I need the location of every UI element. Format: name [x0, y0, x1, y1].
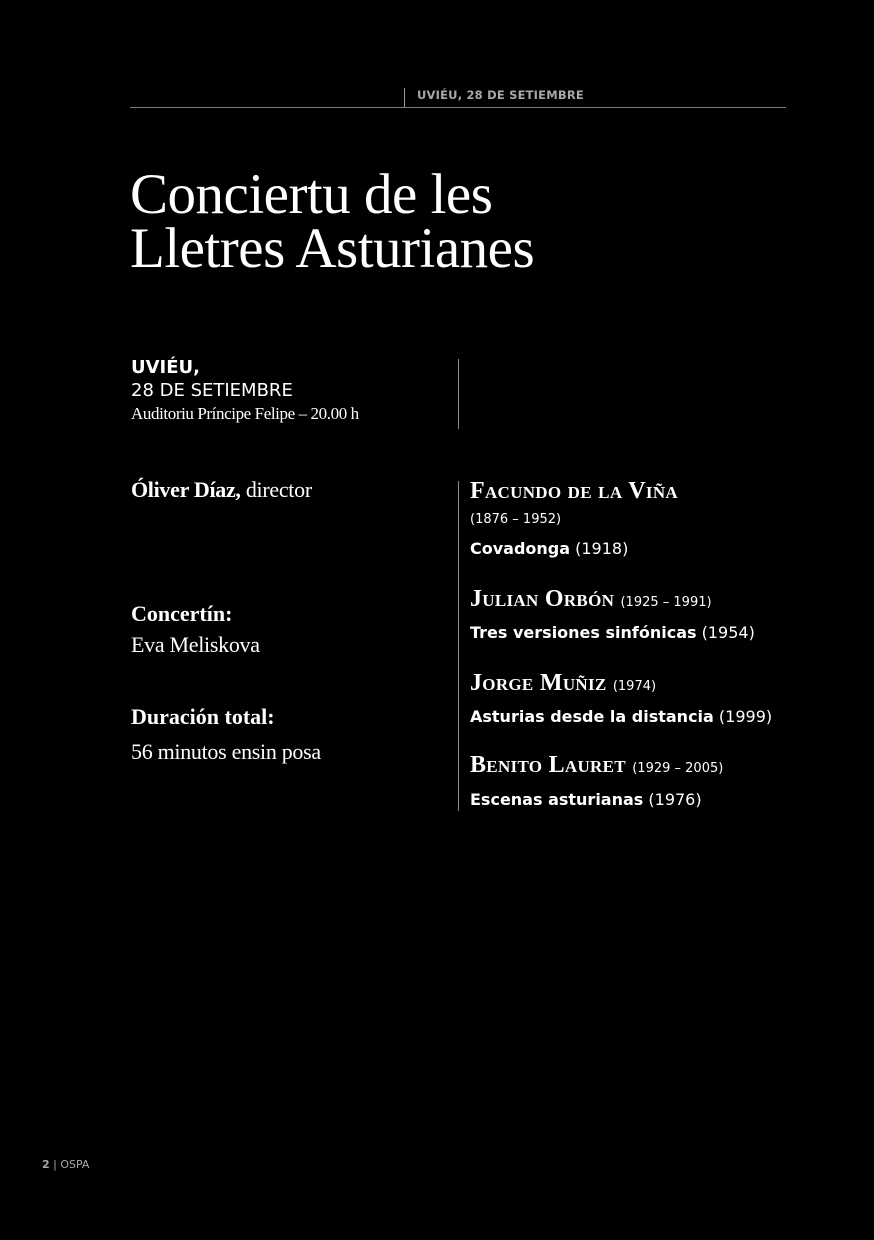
- duration-value: 56 minutos ensin posa: [131, 739, 321, 764]
- duration-label: Duración total:: [131, 704, 275, 729]
- composer-entry: [470, 752, 723, 779]
- concertino-name: Eva Meliskova: [131, 632, 260, 657]
- composer-years: (1876 – 1952): [470, 512, 562, 527]
- program-work: [470, 623, 755, 642]
- title-line-2: Lletres Asturianes: [130, 217, 535, 280]
- conductor: [131, 477, 312, 503]
- work-title: Asturias desde la distancia: [470, 707, 714, 726]
- composer-name: Jorge Muñiz: [470, 670, 607, 696]
- page-title: [130, 163, 535, 280]
- program-work: [470, 790, 702, 809]
- composer-entry: [470, 586, 712, 613]
- title-line-1: Conciertu de les: [130, 163, 493, 226]
- event-info: [131, 357, 359, 425]
- composer-years: (1925 – 1991): [620, 595, 712, 610]
- work-year: (1976): [643, 790, 702, 809]
- event-city: UVIÉU,: [131, 357, 200, 378]
- header-divider-tick: [404, 88, 405, 107]
- program-work: [470, 707, 772, 726]
- footer-separator: |: [49, 1158, 61, 1171]
- event-date: 28 DE SETIEMBRE: [131, 380, 293, 401]
- program-divider: [458, 481, 459, 811]
- event-venue: Auditoriu Príncipe Felipe – 20.00 h: [131, 404, 359, 423]
- composer-entry: [470, 670, 656, 697]
- page-footer: [42, 1158, 89, 1171]
- header-rule: [130, 107, 786, 108]
- composer-name: Benito Lauret: [470, 752, 626, 778]
- concertino-label: Concertín:: [131, 601, 233, 626]
- conductor-role: director: [240, 477, 312, 502]
- event-divider: [458, 359, 459, 429]
- work-title: Escenas asturianas: [470, 790, 644, 809]
- work-year: (1918): [570, 539, 629, 558]
- publication-name: OSPA: [60, 1158, 90, 1171]
- running-head: UVIÉU, 28 DE SETIEMBRE: [417, 88, 584, 102]
- page-number: 2: [42, 1158, 50, 1171]
- composer-years: (1929 – 2005): [632, 761, 724, 776]
- conductor-name: Óliver Díaz,: [131, 477, 241, 502]
- program-work: [470, 539, 628, 558]
- composer-name: Julian Orbón: [470, 586, 615, 612]
- work-year: (1954): [696, 623, 755, 642]
- composer-years: (1974): [612, 679, 657, 694]
- composer-name: Facundo de la Viña: [470, 478, 678, 504]
- work-year: (1999): [713, 707, 773, 726]
- work-title: Covadonga: [470, 539, 571, 558]
- work-title: Tres versiones sinfónicas: [470, 623, 697, 642]
